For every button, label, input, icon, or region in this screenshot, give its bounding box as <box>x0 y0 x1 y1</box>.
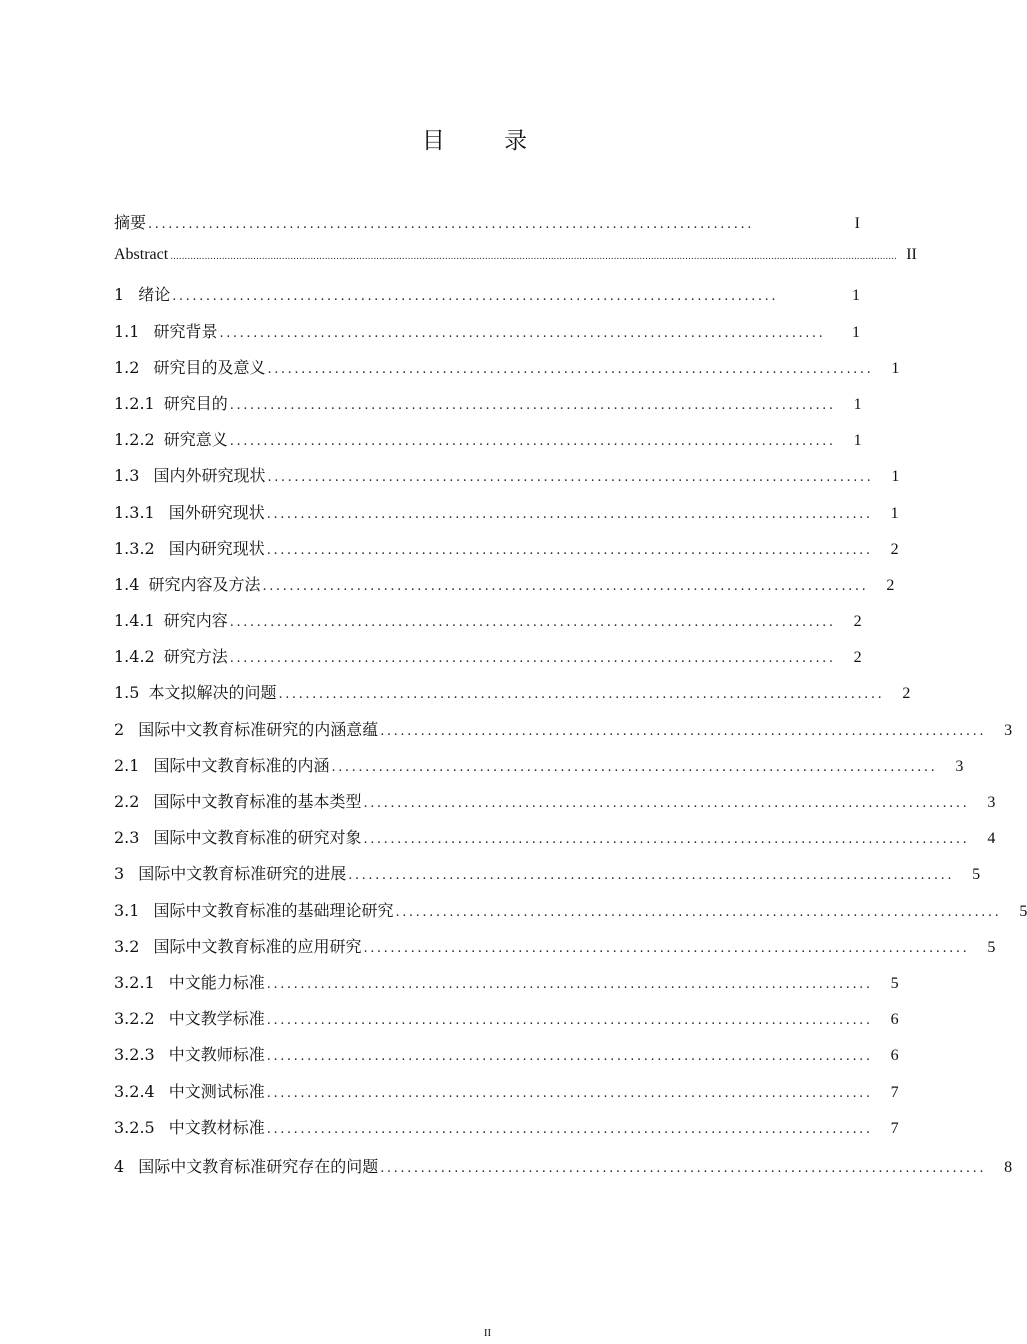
dot-leader: .......................................................................................... <box>363 940 970 956</box>
toc-entry[interactable] <box>114 717 1013 753</box>
dot-leader: .......................................................................................... <box>172 289 779 305</box>
toc-entry[interactable] <box>114 934 996 970</box>
dot-leader: .......................................................................................... <box>267 470 874 486</box>
dot-leader: .......................................................................................... <box>266 1121 873 1137</box>
toc-entry-page: 6 <box>890 1011 899 1029</box>
toc-entry[interactable] <box>114 680 911 716</box>
toc-entry-page: 2 <box>886 576 895 594</box>
toc-entry[interactable] <box>114 246 917 282</box>
toc-entry-title: 中文教学标准 <box>168 1009 265 1029</box>
toc-entry[interactable] <box>114 536 899 572</box>
toc-entry[interactable] <box>114 753 964 789</box>
toc-entry-title: 国内外研究现状 <box>153 466 266 486</box>
toc-entry[interactable] <box>114 970 899 1006</box>
toc-entry-page: 5 <box>890 974 899 992</box>
toc-entry-number: 1.3.2 <box>114 538 155 558</box>
toc-entry-title: 国际中文教育标准的基础理论研究 <box>153 900 394 920</box>
toc-entry[interactable] <box>114 355 900 391</box>
toc-entry-number: 2.2 <box>114 792 140 811</box>
toc-entry-number: 1.4.1 <box>114 611 155 631</box>
toc-entry-number: 3.2.3 <box>114 1045 155 1065</box>
toc-entry-title: 研究目的 <box>163 393 228 413</box>
toc-entry-number: 1 <box>114 285 125 305</box>
toc-entry[interactable] <box>114 500 899 536</box>
toc-entry[interactable] <box>114 282 860 318</box>
toc-entry[interactable] <box>114 427 860 463</box>
toc-entry-page: 2 <box>890 540 899 558</box>
toc-entry-page: 6 <box>890 1047 899 1065</box>
dot-leader: .......................................................................................... <box>331 759 938 775</box>
toc-entry[interactable] <box>114 789 996 825</box>
toc-entry[interactable] <box>114 391 860 427</box>
toc-entry-page: 4 <box>987 830 996 848</box>
toc-entry-number: 1.2.2 <box>114 430 155 450</box>
toc-entry-number: 1.2.1 <box>114 393 155 413</box>
dot-leader: .......................................................................................... <box>219 325 826 341</box>
toc-entry-number: 3.2.4 <box>114 1081 155 1101</box>
toc-entry-title: 研究内容 <box>163 611 228 631</box>
toc-entry-page: 1 <box>891 468 900 486</box>
toc-entry-number: 2.1 <box>114 755 140 775</box>
toc-entry-page: 1 <box>890 504 899 522</box>
toc-entry-title: 国内研究现状 <box>168 538 265 558</box>
toc-entry[interactable] <box>114 463 900 499</box>
dot-leader: .......................................................................................... <box>229 397 836 413</box>
toc-entry-page: I <box>854 215 860 232</box>
toc-entry-number: 1.4.2 <box>114 647 155 667</box>
toc-entry-page: 1 <box>853 432 862 450</box>
dot-leader: .......................................................................................... <box>266 1049 873 1065</box>
toc-entry-number: 3.2.1 <box>114 972 155 992</box>
dot-leader: .......................................................................................... <box>266 1085 873 1101</box>
toc-entry-number: 1.5 <box>114 683 140 703</box>
toc-entry-title: 研究意义 <box>163 430 228 450</box>
dot-leader: .......................................................................................... <box>380 1160 987 1176</box>
dot-leader: .......................................................................................... <box>266 542 873 558</box>
toc-entry-page: 5 <box>972 866 981 884</box>
toc-entry-number: 1.4 <box>114 574 140 594</box>
toc-entry-title: 本文拟解决的问题 <box>148 683 277 703</box>
toc-entry-number: 3.1 <box>114 900 140 920</box>
toc-entry-title: 研究内容及方法 <box>148 574 261 594</box>
toc-entry-title: 研究方法 <box>163 647 228 667</box>
page-title: 目 录 <box>421 128 554 154</box>
toc-entry[interactable] <box>114 1154 1013 1190</box>
dot-leader: .......................................................................................... <box>148 217 754 232</box>
toc-entry[interactable] <box>114 1042 899 1078</box>
toc-entry[interactable] <box>114 572 895 608</box>
dot-leader: .......................................................................................... <box>267 361 874 377</box>
dot-leader: .......................................................................................... <box>229 651 836 667</box>
toc-entry-page: 5 <box>987 938 996 956</box>
toc-entry-page: 7 <box>890 1083 899 1101</box>
toc-entry-title: 国际中文教育标准研究存在的问题 <box>138 1156 379 1176</box>
dot-leader: .......................................................................................... <box>262 578 869 594</box>
toc-entry-page: 8 <box>1004 1158 1013 1176</box>
toc-entry-number: 1.3.1 <box>114 502 155 522</box>
dot-leader: .......................................................................................... <box>363 796 970 811</box>
toc-entry-page: 3 <box>955 757 964 775</box>
toc-entry[interactable] <box>114 825 996 861</box>
toc-entry-number: 1.3 <box>114 466 140 486</box>
toc-entry-page: 7 <box>890 1119 899 1137</box>
dot-leader: .......................................................................................... <box>363 832 970 848</box>
dot-leader: .......................................................................................... <box>278 687 885 703</box>
toc-entry-page: II <box>906 246 917 264</box>
toc-entry-page: 2 <box>853 649 862 667</box>
toc-entry[interactable] <box>114 210 860 246</box>
dot-leader: .............................................................................................................................................................................................................................................................. <box>170 252 897 263</box>
toc-entry-page: 3 <box>1004 721 1013 739</box>
toc-entry-number: 4 <box>114 1156 125 1176</box>
toc-entry-number: 3 <box>114 864 125 884</box>
dot-leader: .......................................................................................... <box>229 434 836 450</box>
dot-leader: .......................................................................................... <box>380 723 987 739</box>
toc-entry-title: 中文教师标准 <box>168 1045 265 1065</box>
toc-entry[interactable] <box>114 898 1027 934</box>
toc-entry-title: 国际中文教育标准的研究对象 <box>153 828 362 848</box>
toc-entry-number: 1.1 <box>114 321 140 341</box>
toc-entry-title: 摘要 <box>114 213 147 232</box>
toc-entry-number: 1.2 <box>114 357 140 377</box>
toc-entry-title: 中文测试标准 <box>168 1081 265 1101</box>
toc-entry[interactable] <box>114 608 860 644</box>
toc-entry[interactable] <box>114 644 860 680</box>
toc-entry-number: 3.2.5 <box>114 1117 155 1137</box>
toc-entry-page: 5 <box>1019 902 1027 920</box>
toc-entry-title: 研究目的及意义 <box>153 357 266 377</box>
dot-leader: .......................................................................................... <box>266 506 873 522</box>
toc-entry-number: 3.2.2 <box>114 1009 155 1029</box>
toc-entry-number: 2 <box>114 719 125 739</box>
toc-entry-title: 中文教材标准 <box>168 1117 265 1137</box>
toc-entry-number: 2.3 <box>114 828 140 848</box>
toc-entry-page: 3 <box>987 794 996 811</box>
toc-entry-page: 2 <box>853 613 862 631</box>
toc-entry-page: 2 <box>902 685 911 703</box>
dot-leader: .......................................................................................... <box>229 615 836 631</box>
toc-entry-page: 1 <box>853 395 862 413</box>
toc-entry-title: 国外研究现状 <box>168 502 265 522</box>
toc-entry-title: 国际中文教育标准的基本类型 <box>153 792 362 811</box>
toc-entry-page: 1 <box>852 287 860 305</box>
toc-entry-page: 1 <box>891 359 900 377</box>
toc-entry-title: 国际中文教育标准的内涵 <box>153 755 330 775</box>
toc-entry[interactable] <box>114 1079 899 1115</box>
toc-entry-number: 3.2 <box>114 936 140 956</box>
dot-leader: .......................................................................................... <box>266 1013 873 1029</box>
table-of-contents <box>114 210 1027 1190</box>
toc-entry-title: 绪论 <box>138 285 171 305</box>
toc-entry-title: Abstract <box>114 246 169 264</box>
dot-leader: .......................................................................................... <box>395 904 1002 920</box>
toc-entry[interactable] <box>114 319 860 355</box>
toc-entry[interactable] <box>114 861 981 897</box>
footer-page-number: II <box>483 1327 492 1339</box>
toc-entry[interactable] <box>114 1115 899 1151</box>
toc-entry-title: 国际中文教育标准的应用研究 <box>153 936 362 956</box>
dot-leader: .......................................................................................... <box>348 868 955 884</box>
dot-leader: .......................................................................................... <box>266 976 873 992</box>
toc-entry-title: 国际中文教育标准研究的进展 <box>138 864 347 884</box>
toc-entry-title: 国际中文教育标准研究的内涵意蕴 <box>138 719 379 739</box>
toc-entry-page: 1 <box>852 323 860 341</box>
toc-entry-title: 中文能力标准 <box>168 972 265 992</box>
toc-entry-title: 研究背景 <box>153 321 218 341</box>
toc-entry[interactable] <box>114 1006 899 1042</box>
